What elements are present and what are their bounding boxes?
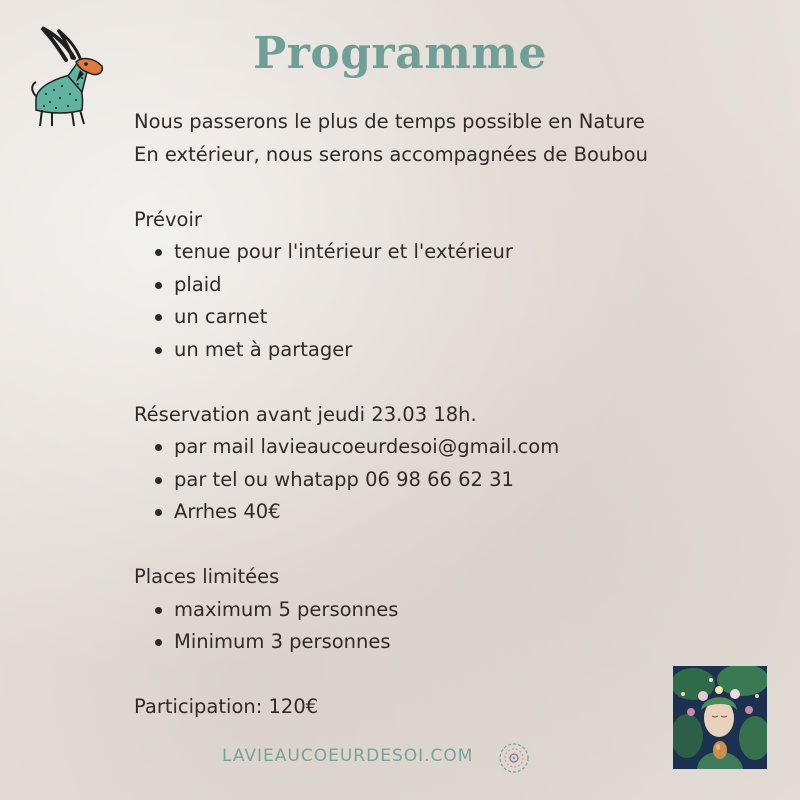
- list-item: Arrhes 40€: [174, 496, 754, 529]
- participation-price: Participation: 120€: [134, 695, 319, 718]
- intro-line: Nous passerons le plus de temps possible en Nature: [134, 110, 645, 133]
- prevoir-heading: Prévoir: [134, 207, 202, 231]
- places-heading: Places limitées: [134, 565, 280, 588]
- list-item: maximum 5 personnes: [174, 594, 754, 627]
- spiral-logo-icon: [496, 740, 532, 776]
- list-item: tenue pour l'intérieur et l'extérieur: [174, 236, 754, 269]
- list-item: plaid: [174, 269, 754, 302]
- list-item: Minimum 3 personnes: [174, 626, 754, 659]
- places-list: [134, 594, 754, 659]
- reservation-list: [134, 431, 754, 529]
- list-item: par tel ou whatapp 06 98 66 62 31: [174, 464, 754, 497]
- prevoir-list: [134, 236, 754, 366]
- program-content: [134, 106, 754, 724]
- woman-flowers-painting: [673, 666, 767, 769]
- list-item: un carnet: [174, 301, 754, 334]
- intro-line: En extérieur, nous serons accompagnées de Boubou: [134, 142, 648, 166]
- list-item: un met à partager: [174, 334, 754, 367]
- list-item: par mail lavieaucoeurdesoi@gmail.com: [174, 431, 754, 464]
- page-title: Programme: [253, 28, 547, 79]
- reservation-heading: Réservation avant jeudi 23.03 18h.: [134, 402, 477, 426]
- website-link[interactable]: LAVIEAUCOEURDESOI.COM: [222, 746, 474, 766]
